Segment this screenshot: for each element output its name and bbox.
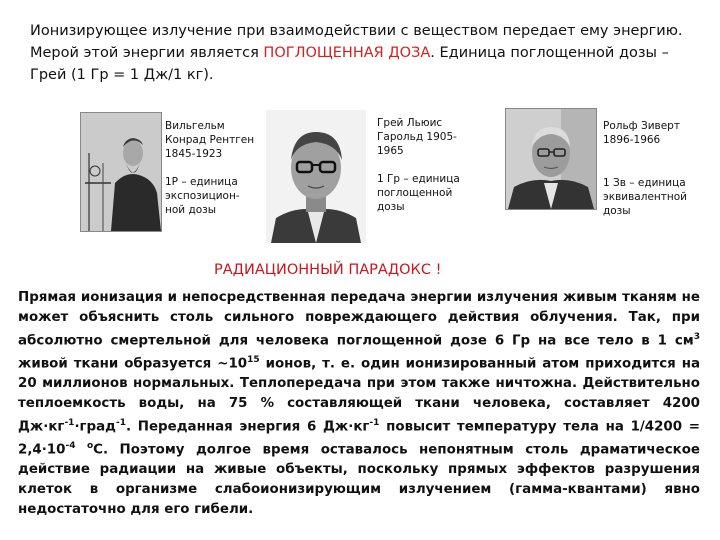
roentgen-bio: Вильгельм Конрад Рентген 1845-1923 bbox=[165, 120, 255, 160]
body-text-4: ·град bbox=[74, 419, 116, 435]
radiation-paradox-title: РАДИАЦИОННЫЙ ПАРАДОКС ! bbox=[214, 262, 442, 278]
sievert-photo bbox=[505, 108, 597, 210]
roentgen-photo bbox=[80, 112, 162, 232]
body-text-5: . Переданная энергия 6 Дж·кг bbox=[125, 419, 370, 435]
body-text-1: Прямая ионизация и непосредственная передача энергии излучения живым тканям не может объяснить столь сильного повреждающего действия облучения. Так, при абсолютно смертельной для человека поглощенной дозе 6 Гр на все тело в 1 см bbox=[18, 290, 700, 349]
body-text-6: повысит температуру тела на 1/4200 = 2,4·10 bbox=[18, 419, 700, 458]
superscript-minus4: -4 bbox=[65, 440, 76, 451]
intro-part1: Ионизирующее излучение при взаимодействии с веществом передает ему энергию. Мерой этой энергии является bbox=[30, 23, 683, 61]
roentgen-unit: 1Р – единица экспозицион-ной дозы bbox=[165, 176, 240, 216]
superscript-minus1-b: -1 bbox=[115, 417, 126, 428]
gray-photo bbox=[266, 110, 366, 243]
superscript-minus1-a: -1 bbox=[64, 417, 75, 428]
sievert-bio: Рольф Зиверт 1896-1966 bbox=[603, 120, 680, 146]
gray-bio: Грей Льюис Гарольд 1905-1965 bbox=[377, 117, 457, 157]
sievert-unit: 1 Зв – единица эквивалентной дозы bbox=[603, 177, 688, 217]
superscript-degree: о bbox=[86, 440, 94, 451]
superscript-3: 3 bbox=[693, 331, 700, 342]
absorbed-dose-highlight: ПОГЛОЩЕННАЯ ДОЗА bbox=[263, 45, 431, 61]
gray-unit: 1 Гр – единица поглощенной дозы bbox=[377, 173, 460, 213]
body-text-7 bbox=[75, 442, 86, 457]
body-text-8: С. Поэтому долгое время оставалось непонятным столь драматическое действие радиации на живые объекты, поскольку прямых эффектов разрушения клеток в организме слабоионизирующим излучением (гамма-квантами) явно недостаточно для его гибели. bbox=[18, 442, 700, 517]
body-text-2: живой ткани образуется ~10 bbox=[18, 356, 248, 372]
intro-text bbox=[30, 20, 700, 86]
intro-part2: . Единица поглощенной дозы – Грей (1 Гр = 1 Дж/1 кг). bbox=[30, 45, 669, 83]
paradox-explanation bbox=[18, 288, 700, 520]
superscript-15: 15 bbox=[247, 354, 260, 365]
superscript-minus1-c: -1 bbox=[369, 417, 380, 428]
body-text-3: ионов, т. е. один ионизированный атом приходится на 20 миллионов нормальных. Теплопередача при этом также ничтожна. Действительно теплоемкость воды, на 75 % составляющей ткани человека, составляет 4200 Дж·кг bbox=[18, 356, 700, 435]
